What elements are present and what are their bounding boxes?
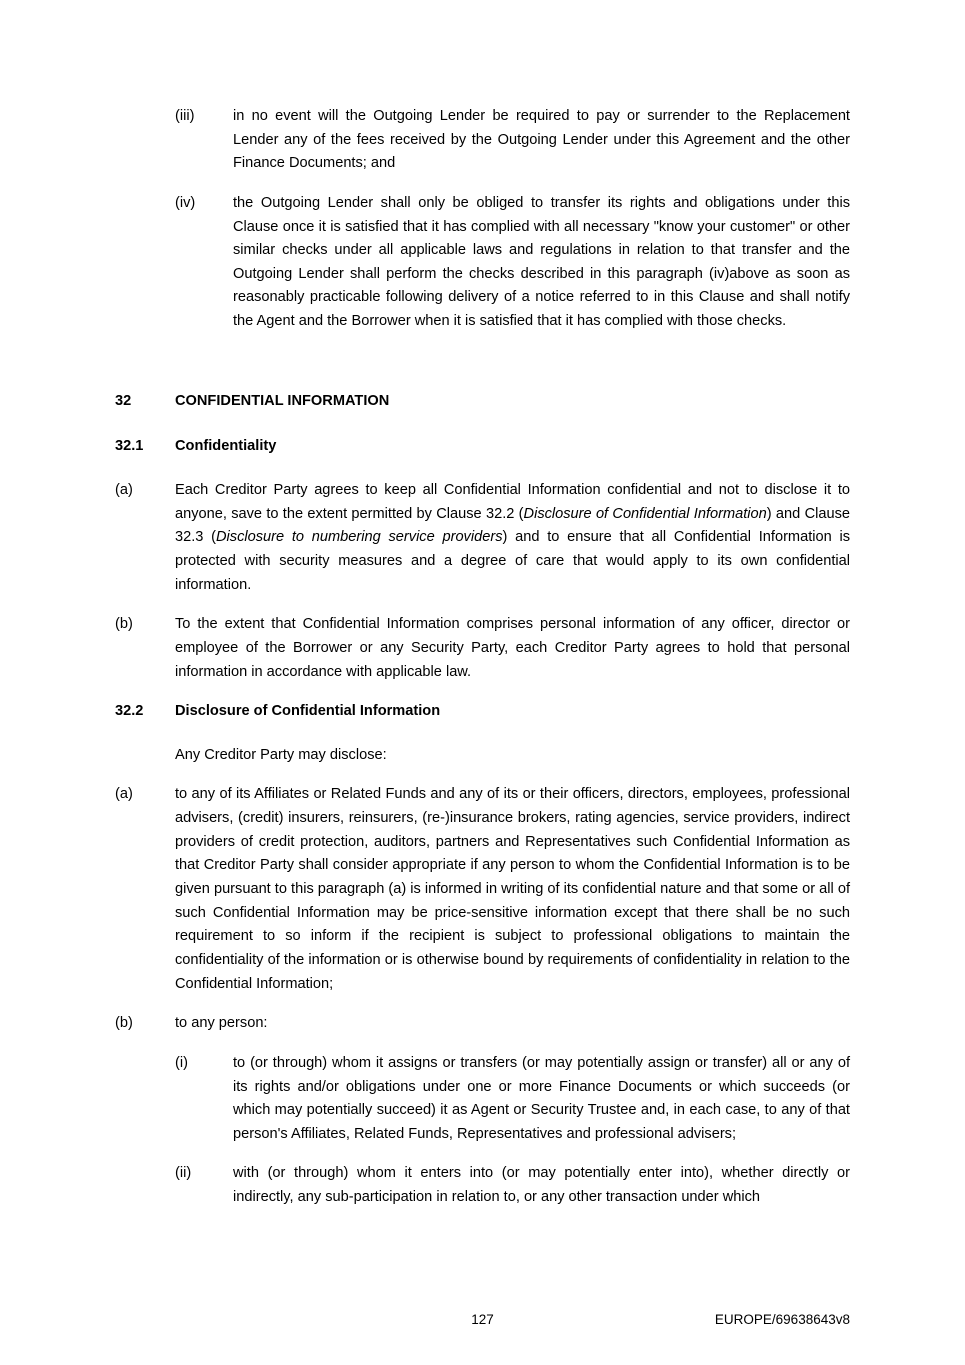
list-item [115, 1052, 850, 1147]
list-item [115, 105, 850, 176]
lead-in-text: Any Creditor Party may disclose: [175, 746, 387, 763]
list-marker: (b) [115, 616, 133, 633]
section-heading-32 [115, 390, 850, 414]
section-heading-32-2 [115, 700, 850, 724]
clause-text-part-3: ) and to ensure that all Confidential Information is protected with security measures and a degree of care that would apply to its own confidential information. [175, 529, 851, 593]
section-number: 32.1 [115, 438, 144, 455]
list-text: to any person: [175, 1015, 268, 1032]
page-footer [115, 1312, 850, 1327]
section-title: Confidentiality [175, 438, 277, 455]
clause-reference-title-1: Disclosure of Confidential Information [523, 505, 767, 522]
section-title: Disclosure of Confidential Information [175, 703, 441, 720]
list-text: the Outgoing Lender shall only be obliged to transfer its rights and obligations under this Clause once it is satisfied that it has complied with all necessary "know your customer" or other similar checks under all applicable laws and regulations in relation to that transfer and the Outgoing Lender shall perform the checks described in this paragraph (iv)above as soon as reasonably practicable following delivery of a notice referred to in this Clause and shall notify the Agent and the Borrower when it is satisfied that it has complied with those checks. [233, 194, 850, 330]
list-item [115, 783, 850, 996]
clause-reference-title-2: Disclosure to numbering service providers [216, 529, 503, 546]
list-text: to (or through) whom it assigns or transfers (or may potentially assign or transfer) all or any of its rights and/or obligations under one or more Finance Documents or which succeeds (or which may potentially succeed) it as Agent or Security Trustee and, in each case, to any of that person's Affiliates, Related Funds, Representatives and professional advisers; [233, 1054, 850, 1142]
list-text: with (or through) whom it enters into (or may potentially enter into), whether directly or indirectly, any sub-participation in relation to, or any other transaction under which [233, 1165, 850, 1206]
list-item [115, 1012, 850, 1036]
list-marker: (a) [115, 482, 133, 499]
page-number: 127 [471, 1312, 494, 1327]
list-text [175, 479, 850, 597]
list-marker: (iii) [175, 108, 195, 124]
list-item [115, 192, 850, 334]
list-item [115, 1162, 850, 1209]
section-number: 32.2 [115, 703, 144, 720]
list-item [115, 479, 850, 597]
list-item [115, 613, 850, 684]
document-reference: EUROPE/69638643v8 [714, 1312, 850, 1327]
list-marker: (a) [115, 786, 133, 803]
list-text: to any of its Affiliates or Related Funds and any of its or their officers, directors, employees, professional advisers, (credit) insurers, reinsurers, (re-)insurance brokers, rating agencies, service providers, indirect providers of credit protection, auditors, partners and Representatives such Confidential Information as that Creditor Party shall consider appropriate if any person to whom the Confidential Information is to be given pursuant to this paragraph (a) is informed in writing of its confidential nature and that some or all of such Confidential Information may be price-sensitive information except that there shall be no such requirement to so inform if the recipient is subject to professional obligations to maintain the confidentiality of the information or is otherwise bound by requirements of confidentiality in relation to the Confidential Information; [175, 786, 850, 992]
list-marker: (ii) [175, 1165, 192, 1182]
document-body [115, 105, 850, 1210]
section-number: 32 [115, 392, 132, 409]
section-title: CONFIDENTIAL INFORMATION [175, 392, 390, 409]
clause-text-part-2: ) and Clause 32.3 ( [175, 505, 850, 546]
clause-text-part-1: Each Creditor Party agrees to keep all Confidential Information confidential and not to disclose it to anyone, save to the extent permitted by Clause 32.2 ( [175, 482, 850, 522]
section-heading-32-1 [115, 435, 850, 459]
list-marker: (i) [175, 1054, 188, 1071]
list-text: To the extent that Confidential Information comprises personal information of any officer, director or employee of the Borrower or any Security Party, each Creditor Party agrees to hold that personal information in accordance with applicable law. [175, 616, 850, 680]
list-marker: (b) [115, 1015, 133, 1032]
list-text: in no event will the Outgoing Lender be required to pay or surrender to the Replacement Lender any of the fees received by the Outgoing Lender under this Agreement and the other Finance Documents; and [233, 108, 850, 172]
list-marker: (iv) [175, 194, 196, 211]
